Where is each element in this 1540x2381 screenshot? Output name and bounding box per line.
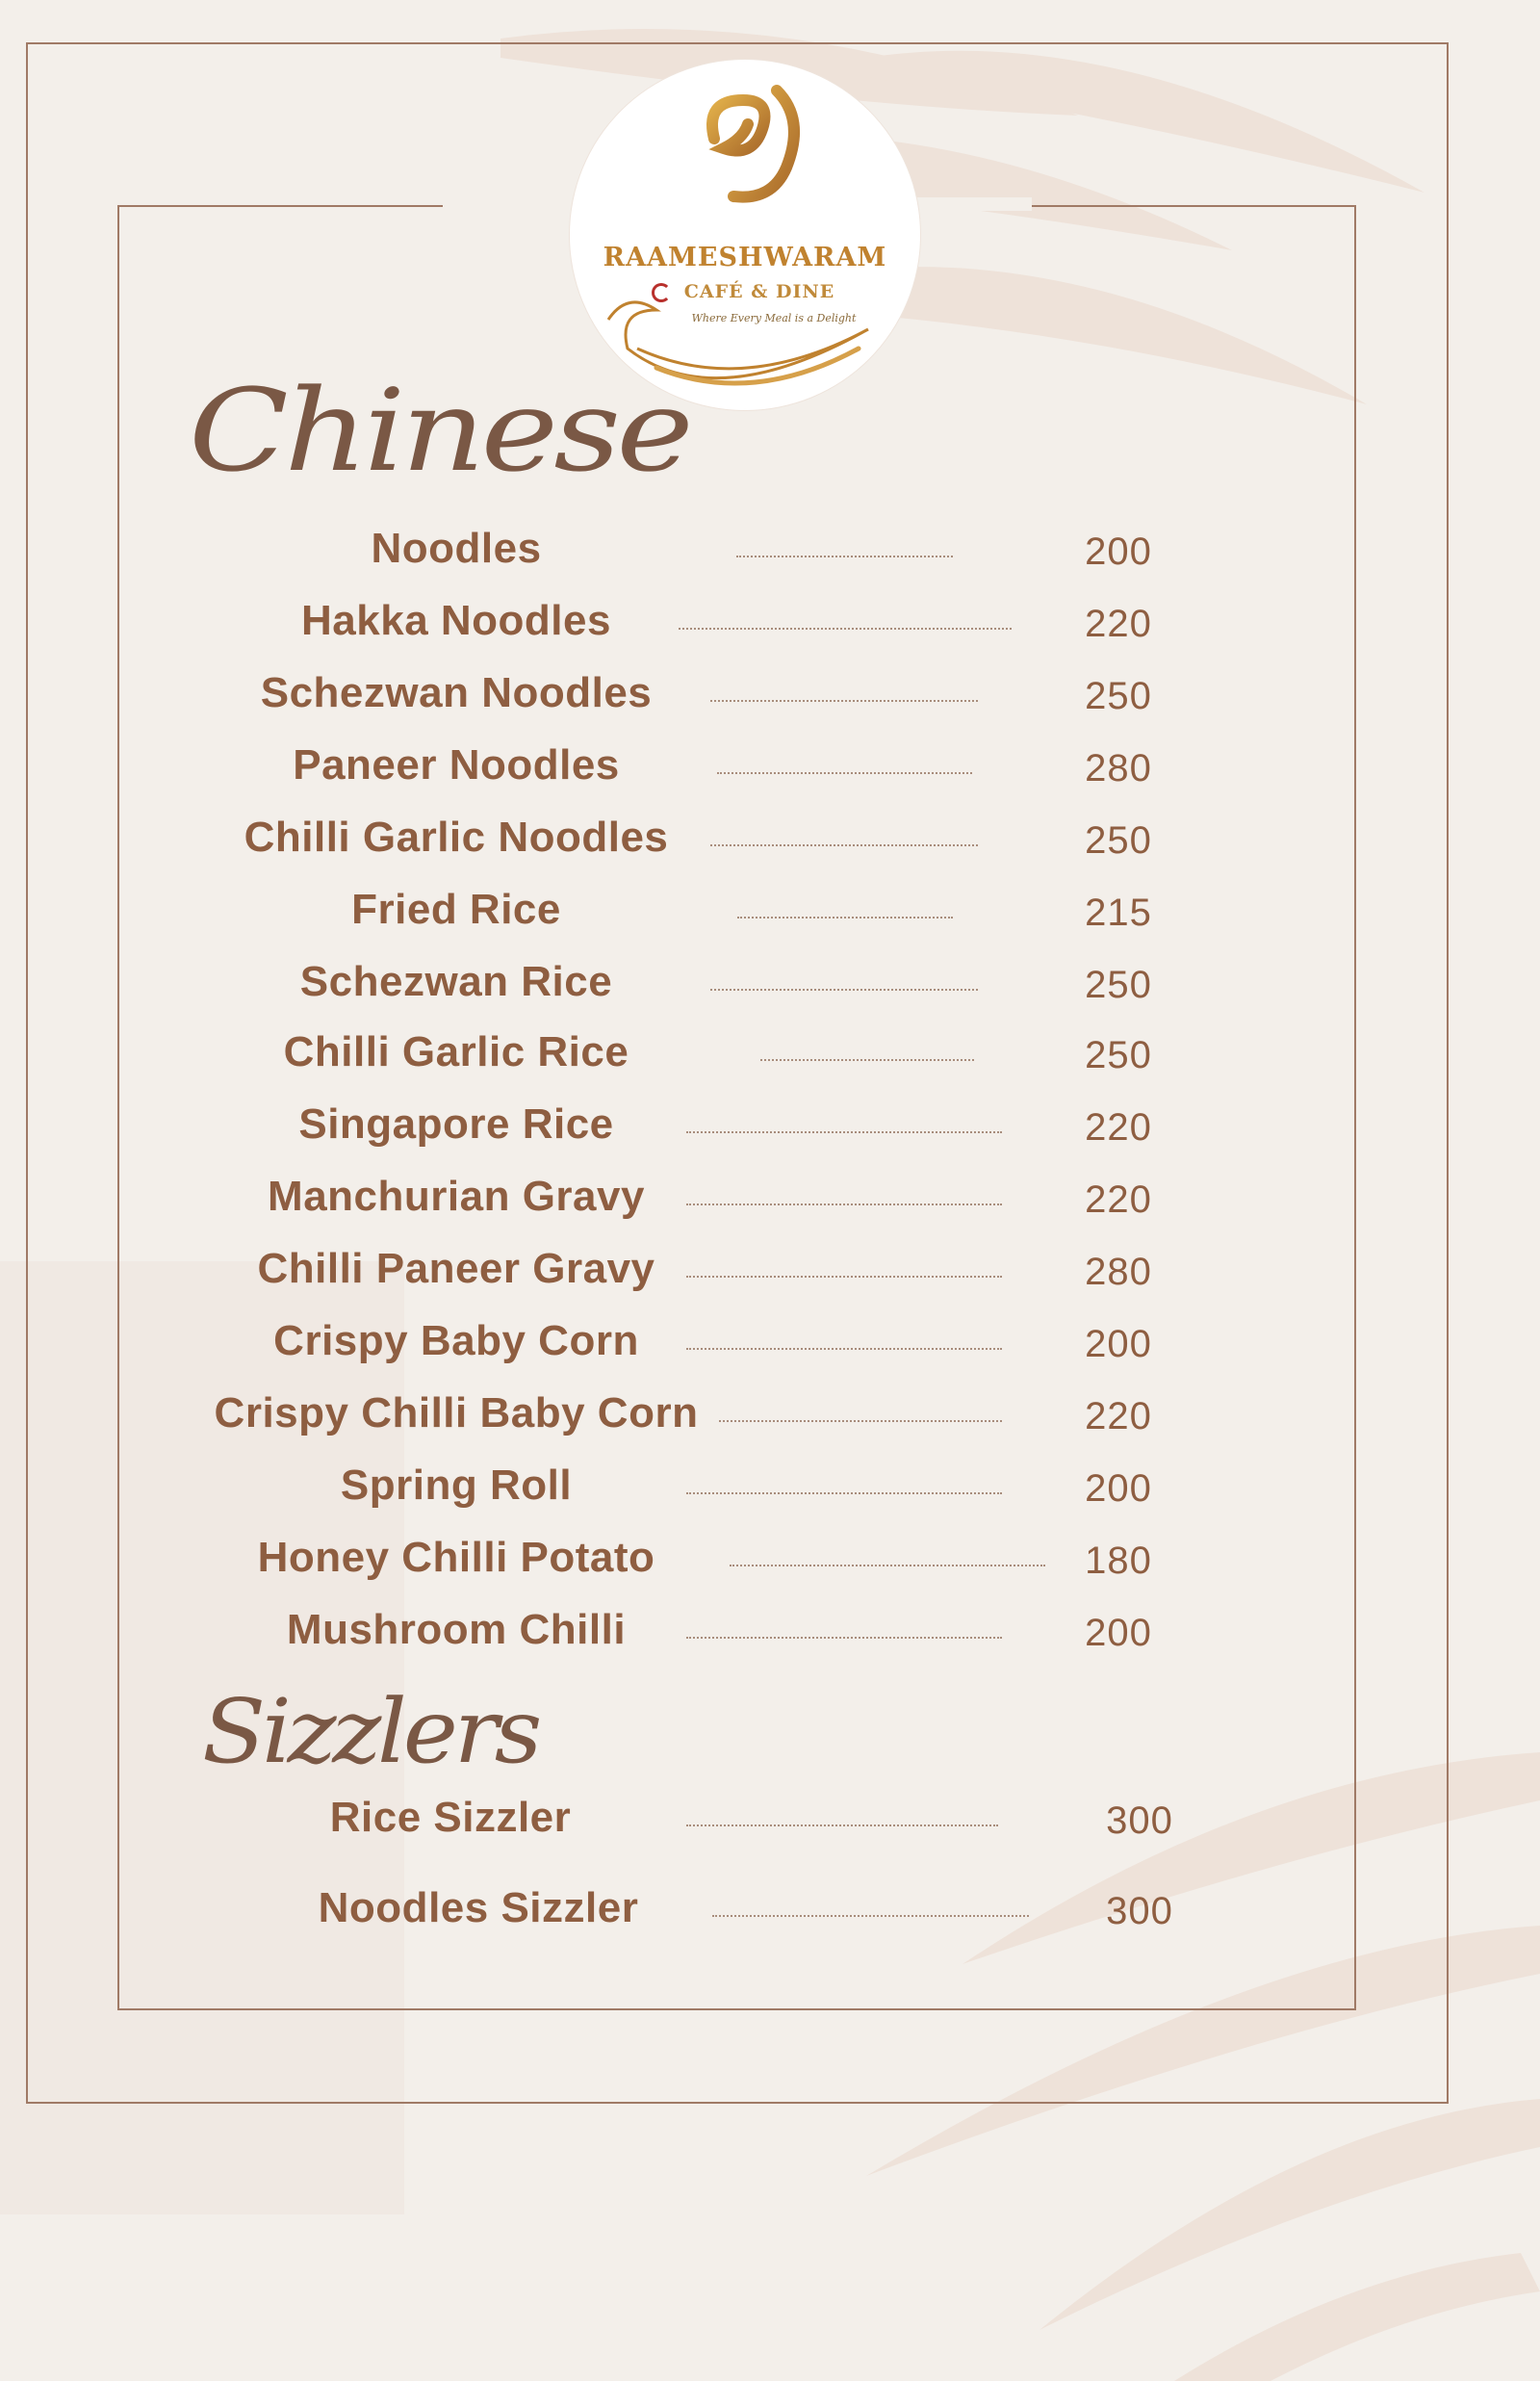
menu-item-name: Manchurian Gravy — [268, 1173, 645, 1220]
menu-item — [0, 958, 1540, 1025]
menu-item — [0, 1794, 1540, 1861]
menu-item-name: Fried Rice — [351, 886, 561, 933]
brand-subtitle: CAFÉ & DINE — [683, 281, 835, 302]
menu-item-price: 220 — [1085, 1178, 1152, 1221]
menu-item-price: 180 — [1085, 1540, 1152, 1582]
menu-item-name: Crispy Chilli Baby Corn — [214, 1389, 699, 1436]
dotted-leader — [686, 1637, 1002, 1639]
menu-item-name: Hakka Noodles — [301, 597, 611, 644]
menu-item-name: Crispy Baby Corn — [273, 1317, 639, 1364]
dotted-leader — [686, 1348, 1002, 1350]
dotted-leader — [710, 700, 978, 702]
section-title-chinese: Chinese — [189, 364, 690, 497]
dotted-leader — [736, 556, 953, 557]
menu-item — [0, 1100, 1540, 1168]
dotted-leader — [737, 917, 953, 919]
dotted-leader — [710, 989, 978, 991]
dotted-leader — [760, 1059, 974, 1061]
dotted-leader — [712, 1915, 1029, 1917]
menu-item-price: 280 — [1085, 747, 1152, 789]
menu-item-name: Chilli Garlic Rice — [283, 1028, 629, 1075]
menu-item — [0, 1173, 1540, 1240]
menu-item-name: Honey Chilli Potato — [257, 1534, 655, 1581]
section-title-sizzlers: Sizzlers — [202, 1680, 539, 1783]
menu-item — [0, 814, 1540, 881]
menu-item-name: Noodles Sizzler — [318, 1884, 639, 1931]
menu-item-name: Chilli Garlic Noodles — [244, 814, 669, 861]
menu-item-name: Singapore Rice — [298, 1100, 614, 1148]
dotted-leader — [717, 772, 972, 774]
menu-item-price: 200 — [1085, 1612, 1152, 1654]
dotted-leader — [686, 1492, 1002, 1494]
menu-item-price: 220 — [1085, 1106, 1152, 1149]
menu-item — [0, 886, 1540, 953]
shree-emblem-icon — [695, 81, 810, 216]
menu-item — [0, 525, 1540, 592]
menu-item — [0, 1884, 1540, 1952]
dotted-leader — [686, 1825, 998, 1826]
menu-item — [0, 597, 1540, 664]
menu-item-name: Rice Sizzler — [329, 1794, 572, 1841]
menu-item-name: Schezwan Rice — [299, 958, 613, 1005]
menu-item — [0, 1317, 1540, 1385]
menu-item-price: 200 — [1085, 1323, 1152, 1365]
menu-item-price: 200 — [1085, 531, 1152, 573]
menu-item-name: Chilli Paneer Gravy — [257, 1245, 655, 1292]
menu-item-price: 220 — [1085, 603, 1152, 645]
menu-item — [0, 1245, 1540, 1312]
menu-item — [0, 1534, 1540, 1601]
dotted-leader — [686, 1131, 1002, 1133]
dotted-leader — [730, 1565, 1045, 1566]
menu-item — [0, 741, 1540, 809]
restaurant-logo — [570, 60, 920, 410]
menu-item-price: 280 — [1085, 1251, 1152, 1293]
menu-item-price: 250 — [1085, 819, 1152, 862]
menu-item-price: 250 — [1085, 1034, 1152, 1076]
menu-item — [0, 1028, 1540, 1096]
menu-item-name: Spring Roll — [340, 1462, 573, 1509]
dotted-leader — [686, 1276, 1002, 1278]
menu-item-price: 300 — [1106, 1890, 1173, 1932]
menu-item-price: 220 — [1085, 1395, 1152, 1437]
menu-item-price: 215 — [1085, 892, 1152, 934]
menu-item-name: Mushroom Chilli — [286, 1606, 627, 1653]
menu-item — [0, 669, 1540, 737]
brand-name: RAAMESHWARAM — [603, 243, 887, 272]
menu-item-price: 200 — [1085, 1467, 1152, 1510]
brand-tagline: Where Every Meal is a Delight — [691, 312, 857, 324]
menu-item-price: 300 — [1106, 1799, 1173, 1842]
dotted-leader — [719, 1420, 1002, 1422]
menu-item-price: 250 — [1085, 675, 1152, 717]
dotted-leader — [686, 1203, 1002, 1205]
menu-item — [0, 1462, 1540, 1529]
dotted-leader — [710, 844, 978, 846]
menu-item-price: 250 — [1085, 964, 1152, 1006]
dotted-leader — [679, 628, 1012, 630]
menu-item — [0, 1389, 1540, 1457]
menu-item-name: Paneer Noodles — [293, 741, 620, 789]
menu-item-name: Schezwan Noodles — [260, 669, 653, 716]
menu-item-name: Noodles — [371, 525, 542, 572]
menu-item — [0, 1606, 1540, 1673]
